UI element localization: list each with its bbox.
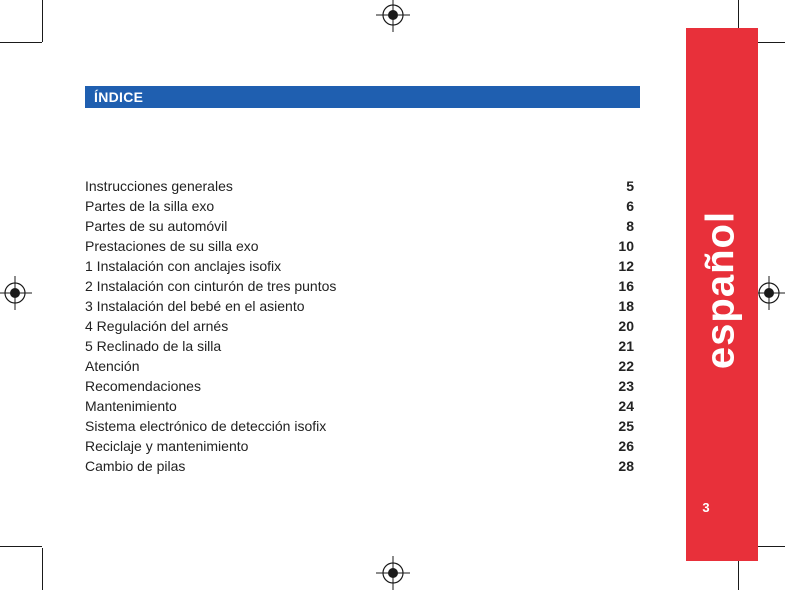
toc-entry[interactable]: [85, 196, 634, 216]
toc-entry[interactable]: [85, 396, 634, 416]
toc-entry[interactable]: [85, 256, 634, 276]
index-header: [85, 86, 640, 108]
toc-entry-title: Mantenimiento: [85, 398, 177, 414]
toc-entry-page: 16: [618, 278, 634, 294]
toc-entry[interactable]: [85, 356, 634, 376]
crop-mark: [0, 42, 42, 43]
toc-entry-page: 28: [618, 458, 634, 474]
page-number: 3: [702, 500, 710, 515]
toc-entry[interactable]: [85, 316, 634, 336]
toc-entry-title: Instrucciones generales: [85, 178, 233, 194]
toc-entry-page: 8: [626, 218, 634, 234]
toc-entry[interactable]: [85, 276, 634, 296]
toc-entry[interactable]: [85, 456, 634, 476]
toc-entry-title: Reciclaje y mantenimiento: [85, 438, 249, 454]
toc-entry-page: 21: [618, 338, 634, 354]
toc-entry-title: Partes de la silla exo: [85, 198, 215, 214]
toc-entry-page: 24: [618, 398, 634, 414]
toc-entry-title: Partes de su automóvil: [85, 218, 228, 234]
toc-entry-title: 5 Reclinado de la silla: [85, 338, 222, 354]
toc-entry-page: 23: [618, 378, 634, 394]
toc-entry-page: 25: [618, 418, 634, 434]
toc-entry-page: 18: [618, 298, 634, 314]
toc-entry-page: 22: [618, 358, 634, 374]
toc-entry[interactable]: [85, 376, 634, 396]
toc-entry-title: 1 Instalación con anclajes isofix: [85, 258, 282, 274]
toc-entry-page: 10: [618, 238, 634, 254]
toc-entry[interactable]: [85, 216, 634, 236]
toc-entry-title: 4 Regulación del arnés: [85, 318, 229, 334]
crop-mark: [42, 0, 43, 42]
toc-entry-title: 2 Instalación con cinturón de tres puntos: [85, 278, 337, 294]
toc-entry-page: 12: [618, 258, 634, 274]
toc-entry-title: 3 Instalación del bebé en el asiento: [85, 298, 305, 314]
toc-entry[interactable]: [85, 296, 634, 316]
toc-entry-page: 20: [618, 318, 634, 334]
language-label: español: [698, 210, 743, 370]
toc-entry-page: 6: [626, 198, 634, 214]
toc-entry-title: Recomendaciones: [85, 378, 201, 394]
toc-entry-title: Prestaciones de su silla exo: [85, 238, 259, 254]
crop-mark: [0, 546, 42, 547]
toc-entry[interactable]: [85, 436, 634, 456]
index-title: ÍNDICE: [94, 89, 144, 105]
toc-entry-page: 5: [626, 178, 634, 194]
table-of-contents: [85, 176, 634, 476]
toc-entry[interactable]: [85, 176, 634, 196]
toc-entry[interactable]: [85, 336, 634, 356]
toc-entry-page: 26: [618, 438, 634, 454]
registration-mark-icon: [376, 0, 410, 32]
toc-entry-title: Cambio de pilas: [85, 458, 186, 474]
registration-mark-icon: [0, 276, 32, 310]
toc-entry-title: Atención: [85, 358, 140, 374]
crop-mark: [42, 548, 43, 590]
registration-mark-icon: [376, 556, 410, 590]
toc-entry[interactable]: [85, 236, 634, 256]
toc-entry[interactable]: [85, 416, 634, 436]
toc-entry-title: Sistema electrónico de detección isofix: [85, 418, 327, 434]
